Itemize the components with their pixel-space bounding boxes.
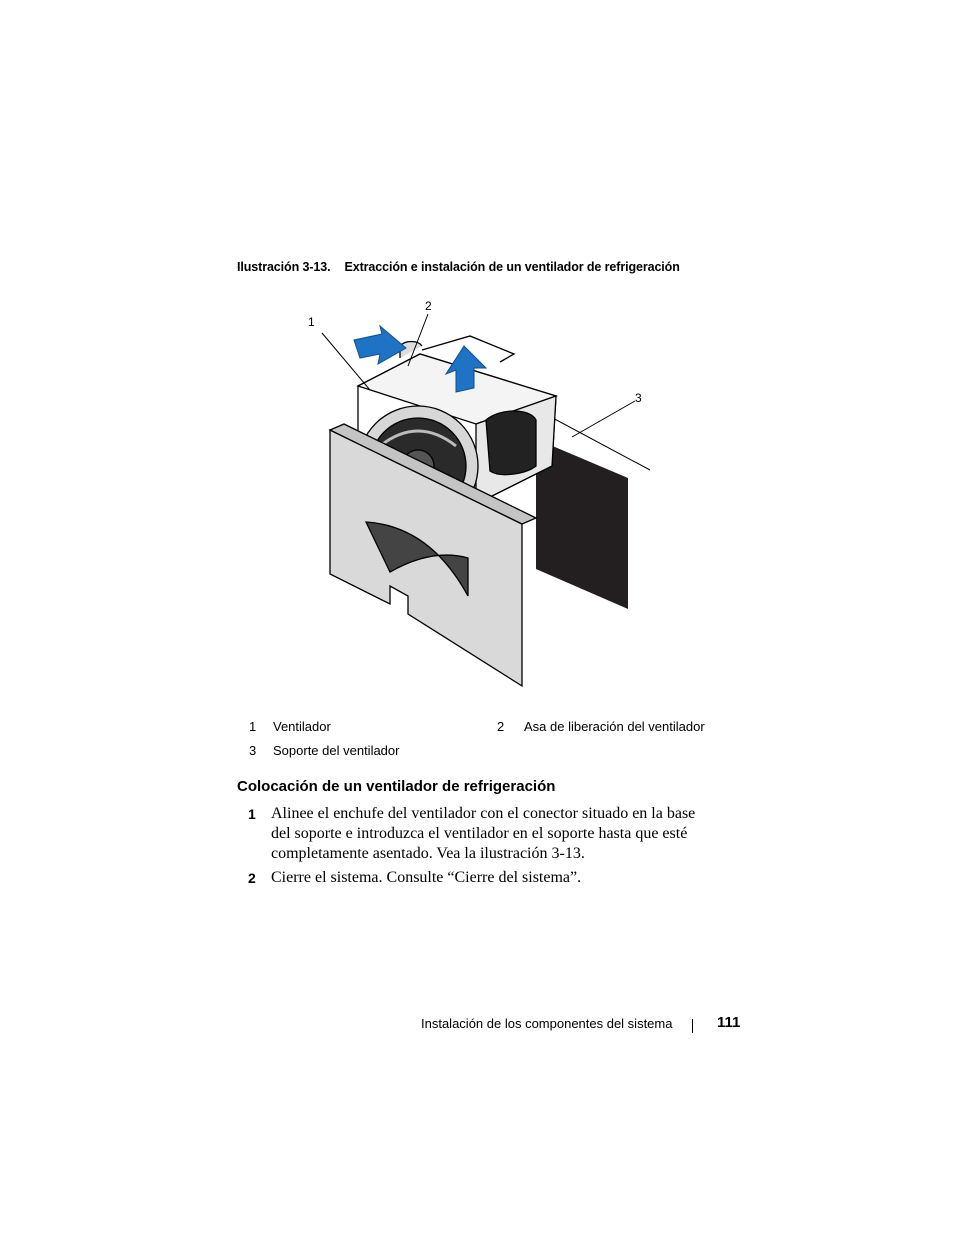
step-text: Cierre el sistema. Consulte “Cierre del sistema”. — [271, 869, 582, 886]
step-number: 2 — [248, 870, 256, 886]
callout-1: 1 — [308, 315, 315, 329]
step-2 — [248, 868, 718, 888]
page-number: 111 — [717, 1014, 741, 1031]
legend-num: 1 — [249, 719, 257, 734]
footer-chapter: Instalación de los componentes del sistema — [421, 1016, 673, 1031]
fan-illustration — [300, 296, 660, 690]
step-text: Alinee el enchufe del ventilador con el conector situado en la base del soporte e introduzca el ventilador en el soporte hasta que esté completamente asentado. Vea la ilustración 3-13. — [271, 805, 696, 862]
figure-label: Ilustración 3-13. — [237, 260, 331, 274]
arrow-press-icon — [354, 326, 406, 364]
callout-2: 2 — [425, 299, 432, 313]
legend-label: Ventilador — [273, 719, 331, 734]
legend-num: 3 — [249, 743, 257, 758]
footer-divider — [692, 1019, 693, 1033]
legend-label: Asa de liberación del ventilador — [524, 719, 705, 734]
legend-label: Soporte del ventilador — [273, 743, 400, 758]
step-number: 1 — [248, 806, 256, 822]
callout-3: 3 — [635, 391, 642, 405]
step-1 — [248, 804, 718, 864]
figure-caption — [237, 260, 680, 274]
section-title: Colocación de un ventilador de refrigeración — [237, 778, 556, 795]
legend-num: 2 — [497, 719, 505, 734]
figure-title: Extracción e instalación de un ventilador de refrigeración — [344, 260, 680, 274]
legend-item-3 — [249, 743, 399, 758]
legend-item-1 — [249, 719, 331, 734]
legend-item-2 — [497, 719, 705, 734]
